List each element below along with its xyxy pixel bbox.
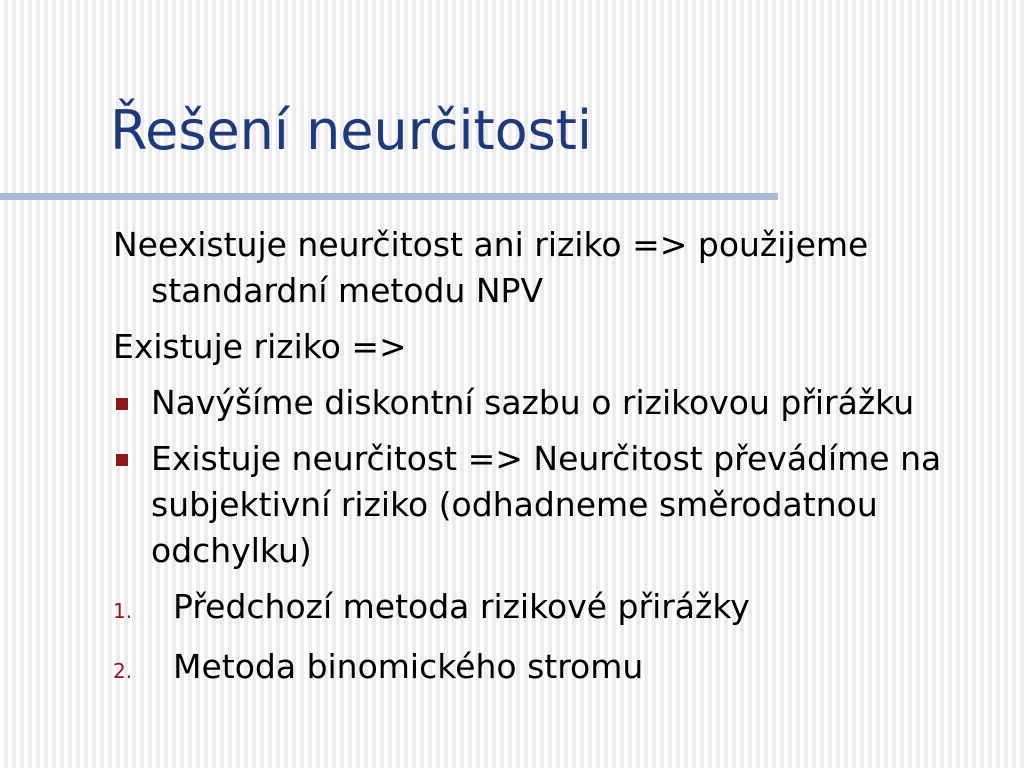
list-number: 2. bbox=[113, 659, 133, 683]
numbered-text: Metoda binomického stromu bbox=[173, 647, 644, 686]
bullet-item bbox=[113, 436, 993, 574]
square-bullet-icon bbox=[113, 380, 151, 426]
slide-body bbox=[113, 222, 993, 704]
bullet-text: Navýšíme diskontní sazbu o rizikovou přirážku bbox=[151, 383, 915, 422]
numbered-item bbox=[113, 644, 993, 694]
bullet-text: Existuje neurčitost => Neurčitost převádíme na subjektivní riziko (odhadneme směrodatnou odchylku) bbox=[151, 439, 942, 570]
bullet-item bbox=[113, 380, 993, 426]
slide-title: Řešení neurčitosti bbox=[110, 99, 592, 162]
title-divider bbox=[0, 193, 778, 200]
paragraph-risk-exists: Existuje riziko => bbox=[113, 327, 407, 366]
square-bullet-icon bbox=[113, 436, 151, 482]
numbered-item bbox=[113, 584, 993, 634]
numbered-text: Předchozí metoda rizikové přirážky bbox=[173, 587, 750, 626]
paragraph-no-uncertainty: Neexistuje neurčitost ani riziko => použijeme standardní metodu NPV bbox=[113, 225, 869, 310]
list-number: 1. bbox=[113, 599, 133, 623]
